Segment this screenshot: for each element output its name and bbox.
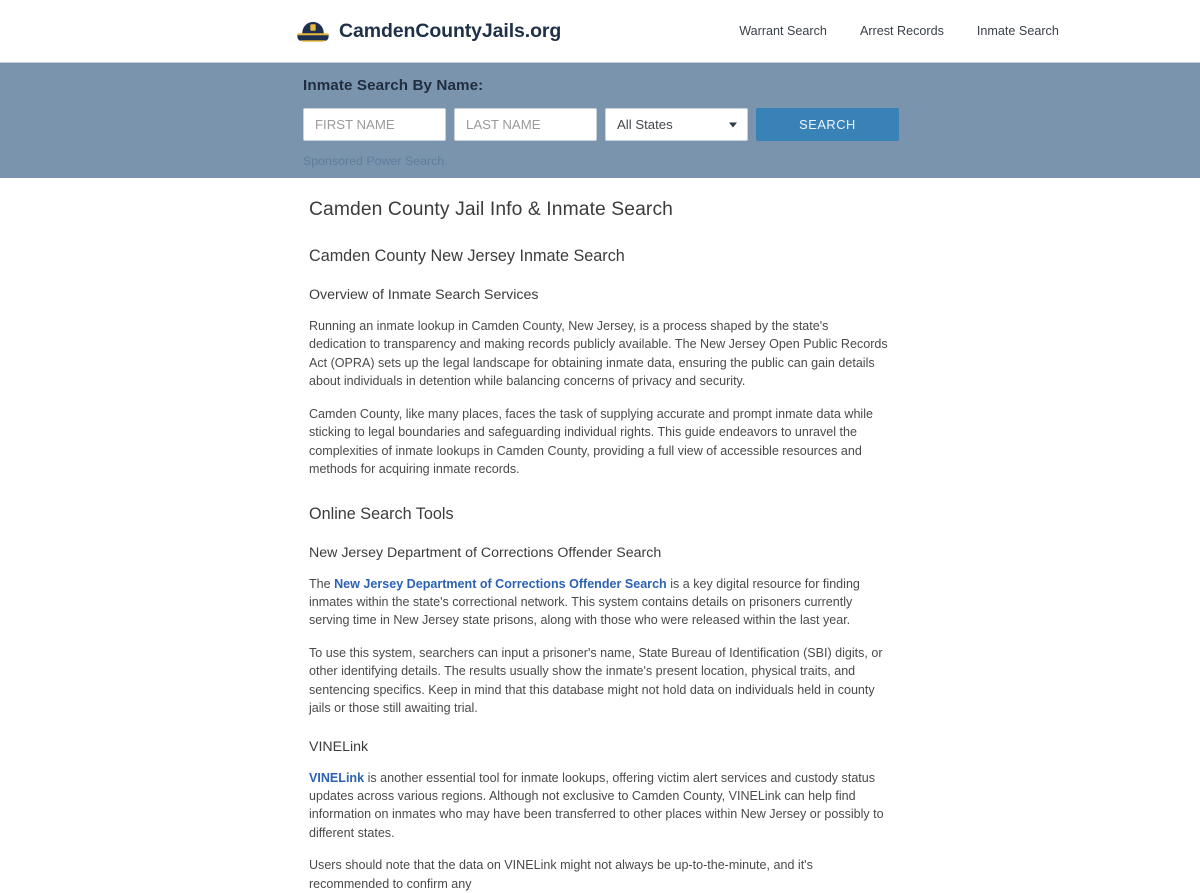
section-heading-inmate-search: Camden County New Jersey Inmate Search [309, 247, 625, 265]
paragraph-njdoc-2: To use this system, searchers can input a prisoner's name, State Bureau of Identification (SBI) digits, or other identifying details. The results usually show the inmate's present location, physical traits, and sentencing specifics. Keep in mind that this database might not hold data on individuals held in county jails or those still awaiting trial. [309, 645, 883, 716]
site-logo-link[interactable] [296, 17, 561, 45]
article-content [309, 178, 889, 893]
paragraph-vinelink-2: Users should note that the data on VINELink might not always be up-to-the-minute, and it's recommended to confirm any [309, 858, 813, 891]
brand-name: CamdenCountyJails.org [339, 19, 562, 42]
paragraph-overview-2: Camden County, like many places, faces the task of supplying accurate and prompt inmate data while sticking to legal boundaries and safeguarding individual rights. This guide endeavors to unravel the complexities of inmate lookups in Camden County, providing a full view of accessible resources and methods for acquiring inmate records. [309, 406, 873, 477]
vinelink-link[interactable]: VINELink [309, 770, 365, 785]
paragraph-vinelink-1 [309, 769, 889, 843]
page-title: Camden County Jail Info & Inmate Search [309, 199, 674, 220]
paragraph-overview-1: Running an inmate lookup in Camden County, New Jersey, is a process shaped by the state's dedication to transparency and making records publicly available. The New Jersey Open Public Records Act (OPRA) sets up the legal landscape for obtaining inmate data, ensuring the public can gain details about individuals in detention while balancing concerns of privacy and security. [309, 319, 888, 389]
sponsored-power-search-note: Sponsored Power Search. [303, 154, 448, 168]
nav-item-warrant-search[interactable]: Warrant Search [739, 24, 827, 38]
njdoc-offender-search-link[interactable]: New Jersey Department of Corrections Offender Search [334, 576, 667, 591]
nav-item-arrest-records[interactable]: Arrest Records [859, 24, 944, 38]
vinelink-text-after: is another essential tool for inmate lookups, offering victim alert services and custody status updates across various regions. Although not exclusive to Camden County, VINELink can help find information on inmates who may have been transferred to other places within New Jersey or possibly to different states. [309, 770, 884, 840]
main-navigation [739, 24, 1059, 38]
search-button[interactable]: SEARCH [756, 108, 899, 141]
first-name-input[interactable] [303, 108, 446, 141]
police-cap-icon [296, 17, 330, 45]
subheading-vinelink: VINELink [309, 738, 369, 755]
subheading-overview: Overview of Inmate Search Services [309, 287, 539, 303]
site-header [0, 0, 1200, 62]
subheading-njdoc: New Jersey Department of Corrections Offender Search [309, 544, 662, 561]
state-select[interactable] [605, 108, 748, 141]
njdoc-text-before: The [309, 576, 335, 591]
nav-item-inmate-search[interactable]: Inmate Search [976, 24, 1059, 38]
last-name-input[interactable] [454, 108, 597, 141]
section-heading-online-search-tools: Online Search Tools [309, 504, 454, 523]
state-select-wrapper [605, 108, 748, 141]
paragraph-njdoc-1 [309, 575, 889, 630]
njdoc-text-after: is a key digital resource for finding inmates within the state's correctional network. This system contains details on prisoners currently serving time in New Jersey state prisons, along with those who were released within the last year. [309, 576, 860, 628]
search-band-title: Inmate Search By Name: [303, 77, 484, 94]
inmate-search-band [0, 62, 1200, 178]
inmate-search-form [303, 108, 1200, 141]
